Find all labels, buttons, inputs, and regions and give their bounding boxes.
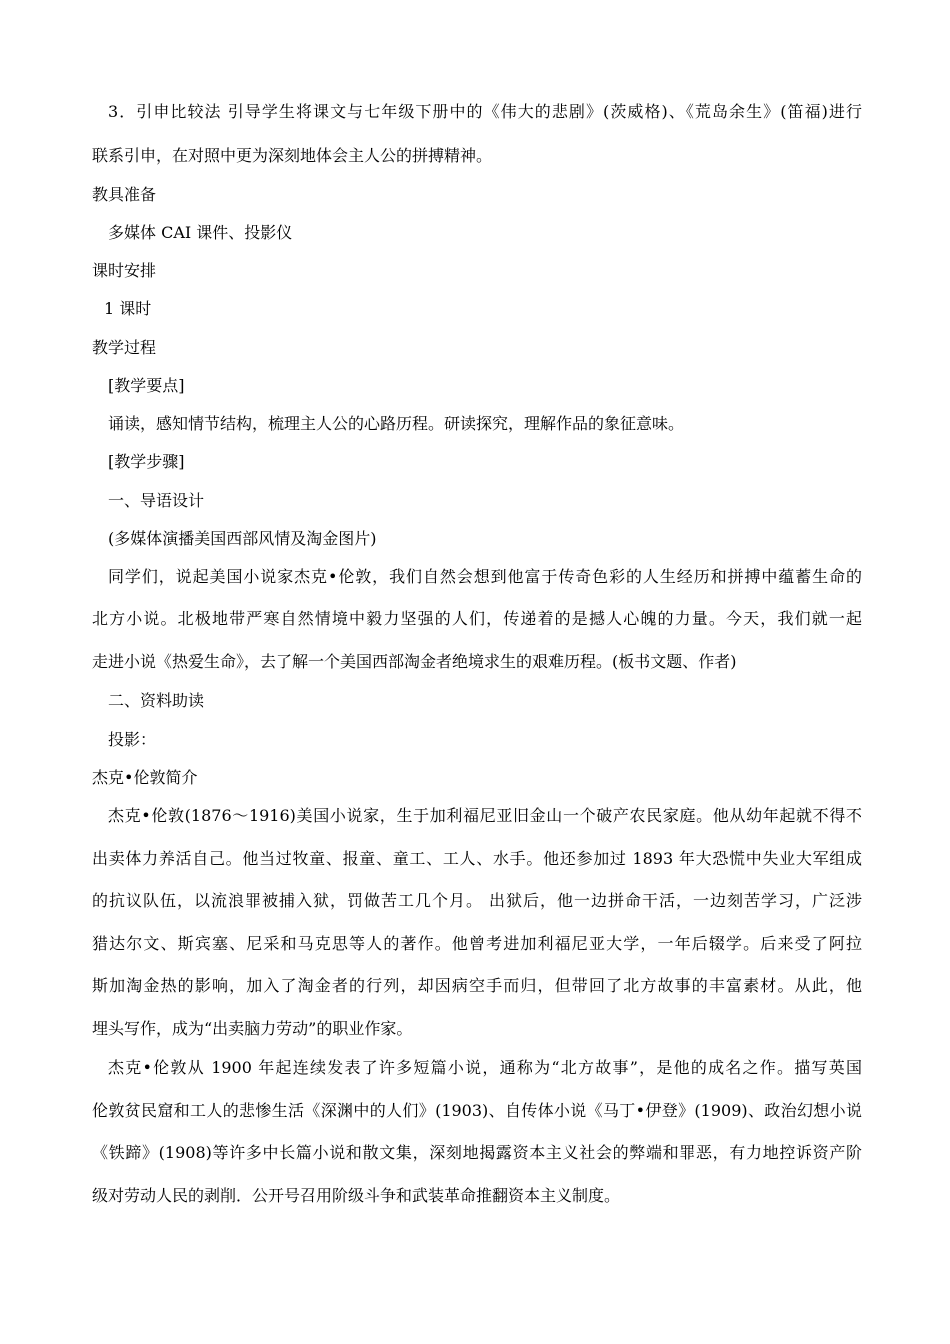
subheading-steps: [教学步骤] [108,452,185,471]
step-one-heading: 一、导语设计 [108,491,205,510]
works-paragraph-line-3: 《铁蹄》(1908)等许多中长篇小说和散文集，深刻地揭露资本主义社会的弊端和罪恶，有力地控诉资产阶 [92,1143,862,1162]
works-paragraph-line-2: 伦敦贫民窟和工人的悲惨生活《深渊中的人们》(1903)、自传体小说《马丁•伊登》(1909)、政治幻想小说 [92,1101,862,1120]
bio-paragraph-line-6: 埋头写作，成为“出卖脑力劳动”的职业作家。 [92,1019,413,1038]
bio-paragraph-line-5: 斯加淘金热的影响，加入了淘金者的行列，却因病空手而归，但带回了北方故事的丰富素材。从此，他 [92,976,862,995]
section-heading-process: 教学过程 [92,338,157,357]
projection-label: 投影： [108,730,157,749]
method-item-3: 3．引申比较法 引导学生将课文与七年级下册中的《伟大的悲剧》(茨威格)、《荒岛余生》(笛福)进行 [108,102,862,121]
method-item-3-continued: 联系引申，在对照中更为深刻地体会主人公的拼搏精神。 [92,146,493,165]
step-one-note: (多媒体演播美国西部风情及淘金图片) [108,529,377,548]
teaching-aids-content: 多媒体 CAI 课件、投影仪 [108,223,293,242]
bio-paragraph-line-1: 杰克•伦敦(1876～1916)美国小说家，生于加利福尼亚旧金山一个破产农民家庭。他从幼年起就不得不 [108,806,862,825]
step-two-heading: 二、资料助读 [108,691,205,710]
key-points-content: 诵读，感知情节结构，梳理主人公的心路历程。研读探究，理解作品的象征意味。 [108,414,685,433]
intro-paragraph-line-3: 走进小说《热爱生命》，去了解一个美国西部淘金者绝境求生的艰难历程。(板书文题、作者) [92,652,737,671]
bio-paragraph-line-3: 的抗议队伍，以流浪罪被捕入狱，罚做苦工几个月。 出狱后，他一边拼命干活，一边刻苦学习，广泛涉 [92,891,862,910]
works-paragraph-line-1: 杰克•伦敦从 1900 年起连续发表了许多短篇小说，通称为“北方故事”，是他的成名之作。描写英国 [108,1058,862,1077]
author-intro-heading: 杰克•伦敦简介 [92,768,198,787]
subheading-key-points: [教学要点] [108,376,185,395]
schedule-content: 1 课时 [104,299,152,318]
bio-paragraph-line-2: 出卖体力养活自己。他当过牧童、报童、童工、工人、水手。他还参加过 1893 年大恐慌中失业大军组成 [92,849,862,868]
works-paragraph-line-4: 级对劳动人民的剥削．公开号召用阶级斗争和武装革命推翻资本主义制度。 [92,1186,621,1205]
intro-paragraph-line-2: 北方小说。北极地带严寒自然情境中毅力坚强的人们，传递着的是撼人心魄的力量。今天，我们就一起 [92,609,862,628]
bio-paragraph-line-4: 猎达尔文、斯宾塞、尼采和马克思等人的著作。他曾考进加利福尼亚大学，一年后辍学。后来受了阿拉 [92,934,862,953]
section-heading-teaching-aids: 教具准备 [92,185,157,204]
intro-paragraph-line-1: 同学们，说起美国小说家杰克•伦敦，我们自然会想到他富于传奇色彩的人生经历和拼搏中蕴蓄生命的 [108,567,862,586]
section-heading-schedule: 课时安排 [92,261,157,280]
